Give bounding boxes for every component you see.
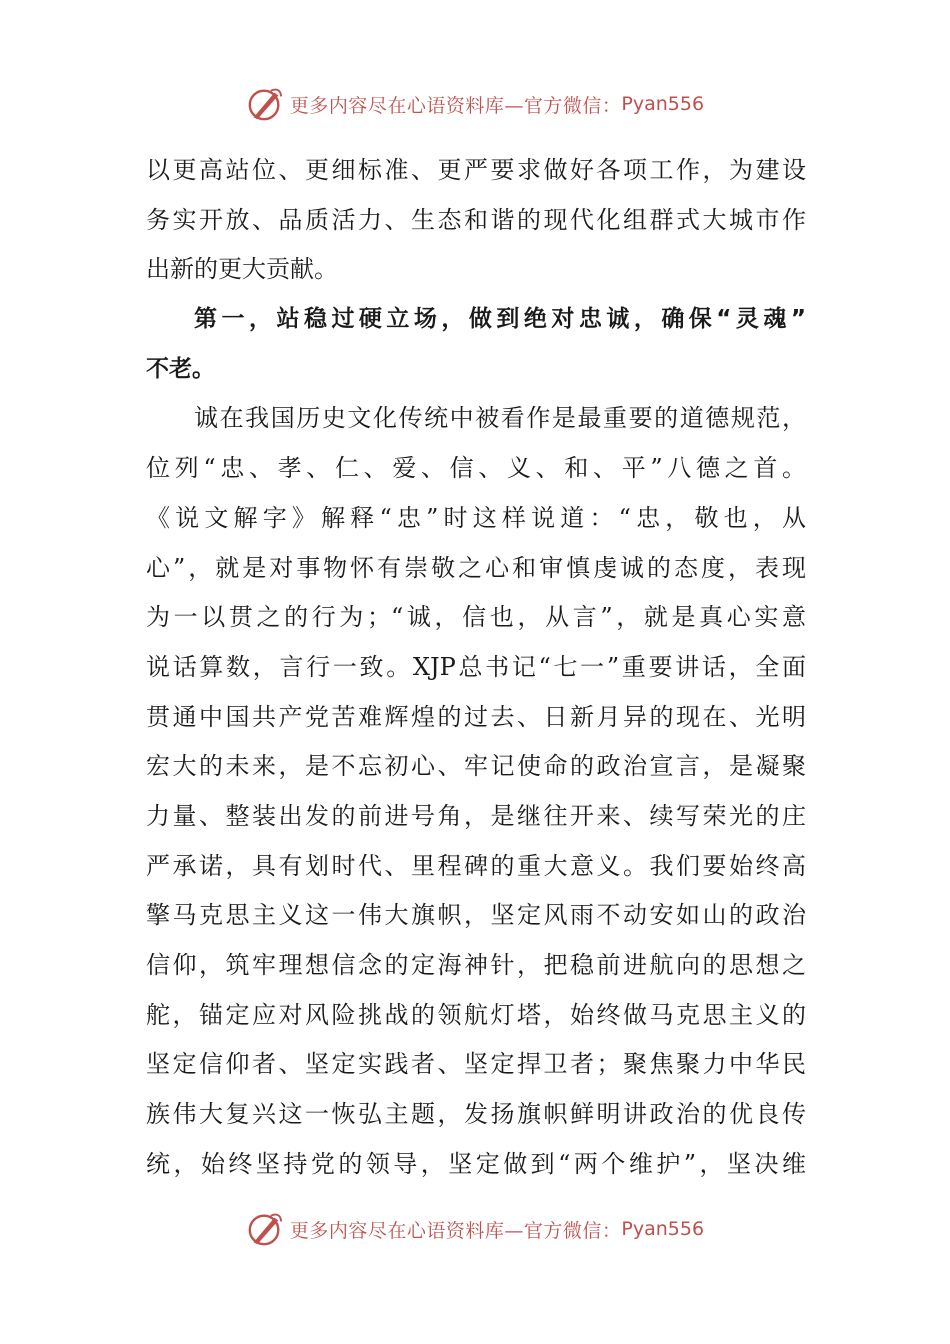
text-line: 力量、整装出发的前进号角，是继往开来、续写荣光的庄 [146,801,806,830]
text-line: 以更高站位、更细标准、更严要求做好各项工作，为建设 [146,156,806,184]
text-line: 贯通中国共产党苦难辉煌的过去、日新月异的现在、光明 [146,702,806,731]
text-line: 族伟大复兴这一恢弘主题，发扬旗帜鲜明讲政治的优良传 [146,1100,806,1129]
pen-logo-icon [246,85,284,123]
text-line: 《说文解字》解释“忠”时这样说道：“忠，敬也，从 [146,503,806,532]
document-body [146,146,806,1189]
header-banner-text: 更多内容尽在心语资料库—官方微信： [289,94,622,117]
text-line: 严承诺，具有划时代、里程碑的重大意义。我们要始终高 [146,851,806,880]
text-line: 宏大的未来，是不忘初心、牢记使命的政治宣言，是凝聚 [146,752,806,781]
text-line: 坚定信仰者、坚定实践者、坚定捍卫者；聚焦聚力中华民 [146,1050,806,1079]
text-line: 舵，锚定应对风险挑战的领航灯塔，始终做马克思主义的 [146,1000,806,1029]
text-line: 说话算数，言行一致。XJP总书记“七一”重要讲话，全面 [146,652,806,681]
text-line: 信仰，筑牢理想信念的定海神针，把稳前进航向的思想之 [146,951,806,979]
text-line: 擎马克思主义这一伟大旗帜，坚定风雨不动安如山的政治 [146,901,806,930]
header-banner [0,82,950,126]
text-line: 务实开放、品质活力、生态和谐的现代化组群式大城市作 [146,205,806,234]
footer-banner-text: 更多内容尽在心语资料库—官方微信： [289,1219,622,1242]
text-line: 出新的更大贡献。 [146,255,338,284]
footer-banner-wechat-id: Pyan556 [621,1218,705,1240]
header-banner-wechat-id: Pyan556 [621,93,705,115]
section-heading-line: 第一，站稳过硬立场，做到绝对忠诚，确保“灵魂” [194,306,806,333]
text-line: 诚在我国历史文化传统中被看作是最重要的道德规范， [194,404,806,433]
text-line: 心”，就是对事物怀有崇敬之心和审慎虔诚的态度，表现 [146,553,806,582]
pen-logo-icon [246,1210,284,1248]
text-line: 统，始终坚持党的领导，坚定做到“两个维护”，坚决维 [146,1149,806,1178]
text-line: 位列“忠、孝、仁、爱、信、义、和、平”八德之首。 [146,454,806,483]
section-heading-line: 不老。 [146,355,215,382]
footer-banner [0,1207,950,1251]
text-line: 为一以贯之的行为；“诚，信也，从言”，就是真心实意 [146,603,806,632]
